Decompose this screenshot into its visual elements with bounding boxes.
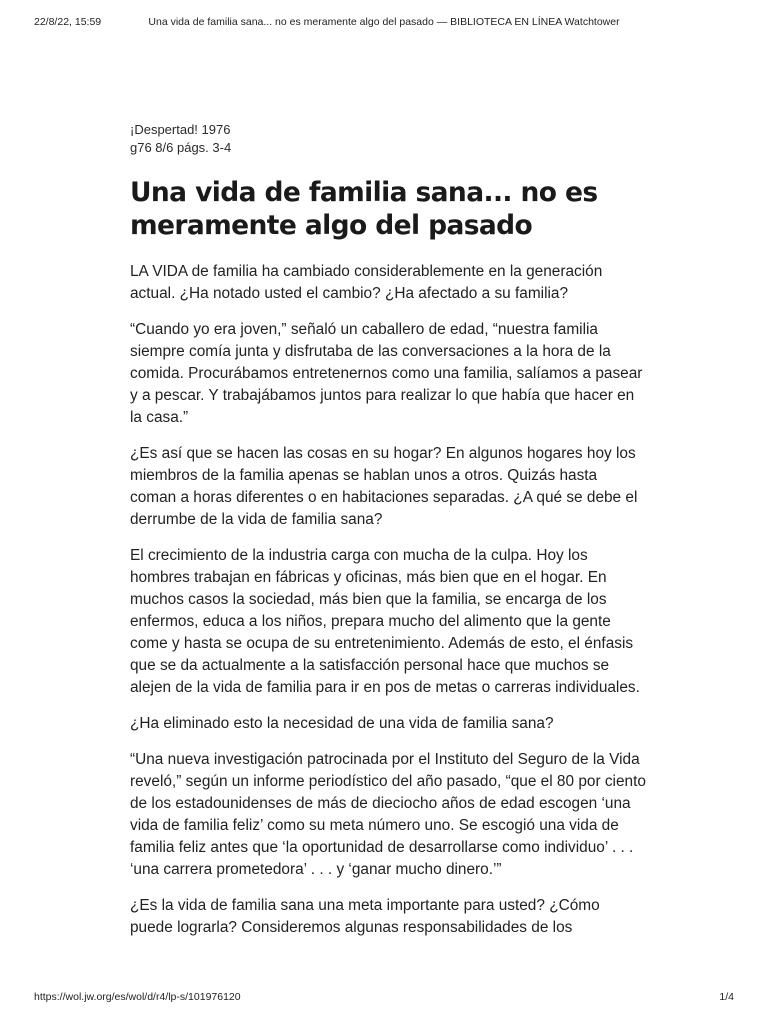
publication-name: ¡Despertad! 1976: [130, 122, 231, 137]
paragraph: ¿Ha eliminado esto la necesidad de una vida de familia sana?: [130, 715, 554, 732]
article-title: Una vida de familia sana... no es meramente algo del pasado: [130, 177, 598, 241]
print-datetime: 22/8/22, 15:59: [34, 16, 102, 28]
article-body: [130, 261, 646, 939]
paragraph: “Cuando yo era joven,” señaló un caballero de edad, “nuestra familia siempre comía junta y disfrutaba de las conversaciones a la hora de la comida. Procurábamos entretenernos como una familia, salíamos a pasear y a pescar. Y trabajábamos juntos para realizar lo que había que hacer en la casa.”: [130, 321, 643, 426]
paragraph: ¿Es la vida de familia sana una meta importante para usted? ¿Cómo puede lograrla? Consideremos algunas responsabilidades de los: [130, 897, 600, 936]
print-header: [34, 16, 734, 32]
publication-reference: g76 8/6 págs. 3-4: [130, 140, 232, 155]
page-url: https://wol.jw.org/es/wol/d/r4/lp-s/101976120: [34, 991, 241, 1003]
page-indicator: 1/4: [719, 991, 734, 1003]
paragraph: El crecimiento de la industria carga con mucha de la culpa. Hoy los hombres trabajan en fábricas y oficinas, más bien que en el hogar. En muchos casos la sociedad, más bien que la familia, se encarga de los enfermos, educa a los niños, prepara mucho del alimento que la gente come y hasta se ocupa de su entretenimiento. Además de esto, el énfasis que se da actualmente a la satisfacción personal hace que muchos se alejen de la vida de familia para ir en pos de metas o carreras individuales.: [130, 547, 640, 696]
print-page-title: Una vida de familia sana... no es meramente algo del pasado — BIBLIOTECA EN LÍNEA Watchtower: [148, 16, 620, 28]
print-footer: [34, 991, 734, 1007]
paragraph: ¿Es así que se hacen las cosas en su hogar? En algunos hogares hoy los miembros de la familia apenas se hablan unos a otros. Quizás hasta coman a horas diferentes o en habitaciones separadas. ¿A qué se debe el derrumbe de la vida de familia sana?: [130, 445, 638, 528]
publication-info: [130, 121, 646, 157]
article: [130, 121, 646, 953]
paragraph: LA VIDA de familia ha cambiado considerablemente en la generación actual. ¿Ha notado usted el cambio? ¿Ha afectado a su familia?: [130, 263, 603, 302]
paragraph: “Una nueva investigación patrocinada por el Instituto del Seguro de la Vida reveló,” según un informe periodístico del año pasado, “que el 80 por ciento de los estadounidenses de más de dieciocho años de edad escogen ‘una vida de familia feliz’ como su meta número uno. Se escogió una vida de familia feliz antes que ‘la oportunidad de desarrollarse como individuo’ . . . ‘una carrera prometedora’ . . . y ‘ganar mucho dinero.’”: [130, 751, 646, 878]
